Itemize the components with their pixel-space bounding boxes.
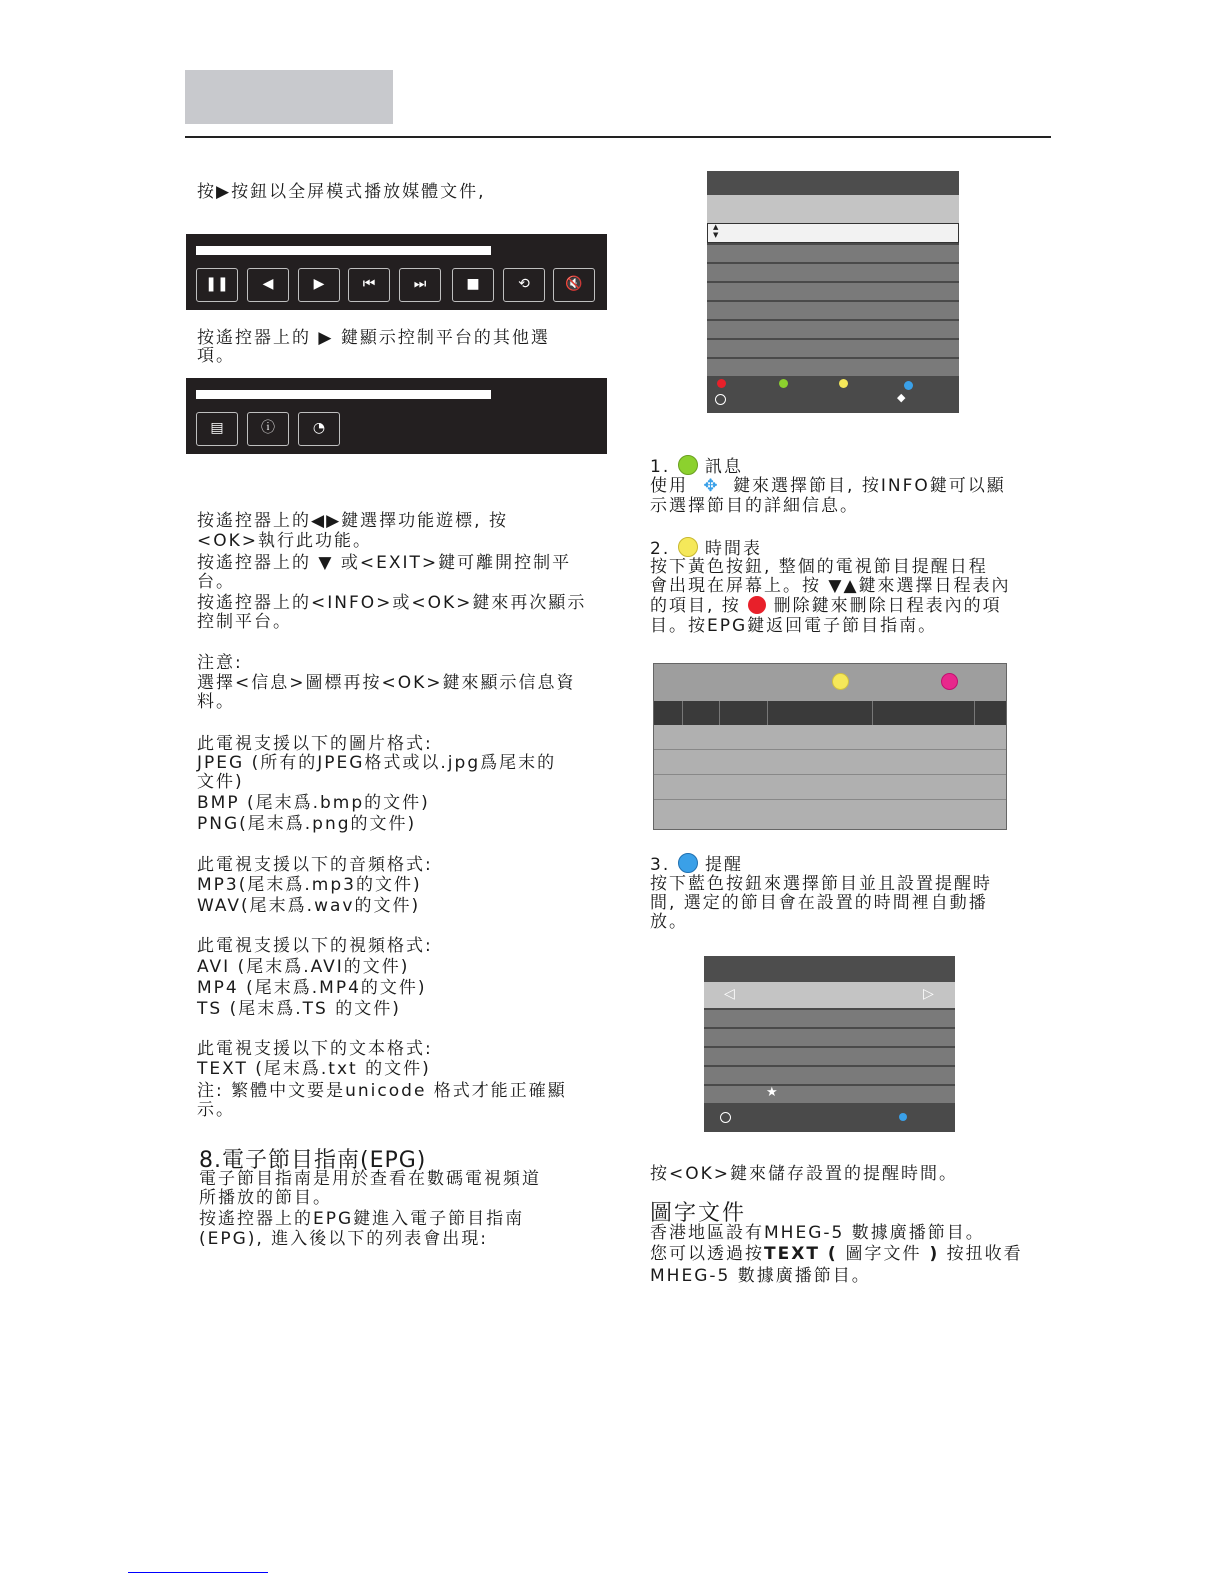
epg-menu-row[interactable] (707, 300, 959, 319)
s2-line2: 會出現在屏幕上。按 ▼▲鍵來選擇日程表內 (650, 576, 1011, 596)
s2-title: 時間表 (705, 539, 763, 559)
note-title: 注意: (197, 653, 243, 673)
aud-1: MP3(尾末爲.mp3的文件) (197, 875, 422, 895)
mute-button[interactable]: 🔇 (553, 268, 595, 302)
s1-line1-a: 使用 (650, 476, 688, 496)
green-button-icon (779, 379, 788, 388)
s1-line1 (650, 476, 1006, 496)
s3-number: 3. (650, 855, 671, 875)
img-1: JPEG (所有的JPEG格式或以.jpg爲尾末的 (197, 753, 557, 773)
ok-icon (715, 394, 726, 405)
epg-menu-row[interactable] (707, 338, 959, 357)
yellow-button-icon (678, 537, 698, 557)
epg-menu-selected-row[interactable] (707, 223, 959, 243)
rewind-button[interactable]: ◀ (247, 268, 289, 302)
schedule-row[interactable] (654, 725, 1006, 750)
text-2 (650, 1244, 1023, 1264)
forward-button[interactable]: ▶ (298, 268, 340, 302)
epg-3: 按遙控器上的EPG鍵進入電子節目指南 (199, 1209, 525, 1229)
img-title: 此電視支援以下的圖片格式: (197, 734, 433, 754)
magenta-button-icon (941, 673, 958, 690)
epg-menu-row[interactable] (707, 319, 959, 338)
p-select-1: 按遙控器上的◀▶鍵選擇功能遊標, 按 (197, 511, 508, 531)
epg-2: 所播放的節目。 (199, 1188, 332, 1208)
reminder-row[interactable] (704, 1084, 955, 1103)
vid-3: TS (尾末爲.TS 的文件) (197, 999, 401, 1019)
blue-button-icon (678, 853, 698, 873)
p-fullscreen: 按▶按鈕以全屏模式播放媒體文件, (197, 182, 486, 202)
s2-line3 (650, 596, 1002, 616)
star-icon: ★ (766, 1085, 778, 1100)
clock-button[interactable]: ◔ (298, 412, 340, 446)
s2-line4: 目。按EPG鍵返回電子節目指南。 (650, 616, 938, 636)
s2-line1: 按下黃色按鈕, 整個的電視節目提醒日程 (650, 557, 988, 577)
txt-1: TEXT (尾末爲.txt 的文件) (197, 1059, 431, 1079)
ok-icon (720, 1112, 731, 1123)
img-2: 文件) (197, 772, 244, 792)
s2-line3-b: 刪除鍵來刪除日程表內的項 (773, 596, 1002, 616)
s1-title: 訊息 (705, 457, 744, 477)
img-3: BMP (尾末爲.bmp的文件) (197, 793, 430, 813)
s1-number: 1. (650, 457, 671, 477)
media-control-bar-2 (186, 378, 607, 454)
epg-menu-row[interactable] (707, 243, 959, 262)
epg-heading: 8.電子節目指南(EPG) (199, 1148, 427, 1173)
header-rule (185, 136, 1051, 138)
blue-button-icon (904, 381, 913, 390)
img-4: PNG(尾末爲.png的文件) (197, 814, 417, 834)
s1-heading (650, 455, 743, 477)
info-button[interactable]: ⓘ (247, 412, 289, 446)
s3-line1: 按下藍色按鈕來選擇節目並且設置提醒時 (650, 874, 992, 894)
text-2-b: TEXT ( (764, 1244, 846, 1264)
red-button-icon (717, 379, 726, 388)
aud-title: 此電視支援以下的音頻格式: (197, 855, 433, 875)
p-other-options-2: 項。 (197, 346, 235, 366)
p-info-2: 控制平台。 (197, 612, 292, 632)
reminder-row[interactable] (704, 1027, 955, 1046)
pause-button[interactable]: ❚❚ (196, 268, 238, 302)
epg-4: (EPG), 進入後以下的列表會出現: (199, 1229, 488, 1249)
next-button[interactable]: ⏭ (399, 268, 441, 302)
text-2-a: 您可以透過按 (650, 1244, 764, 1264)
txt-2: 注: 繁體中文要是unicode 格式才能正確顯 (197, 1081, 567, 1101)
note-2: 料。 (197, 692, 235, 712)
epg-1: 電子節目指南是用於查看在數碼電視頻道 (199, 1169, 541, 1189)
s1-line2: 示選擇節目的詳細信息。 (650, 496, 859, 516)
s3-line2: 間, 選定的節目會在設置的時間裡自動播 (650, 893, 988, 913)
prev-button[interactable]: ⏮ (348, 268, 390, 302)
s1-line1-b: 鍵來選擇節目, 按INFO鍵可以顯 (733, 476, 1006, 496)
updown-arrow-icon: ▲ ▼ (713, 223, 719, 239)
text-heading: 圖字文件 (650, 1201, 747, 1226)
reminder-selector[interactable] (704, 982, 955, 1008)
media-control-bar (186, 234, 607, 310)
repeat-button[interactable]: ⟲ (503, 268, 545, 302)
yellow-button-icon (832, 673, 849, 690)
schedule-grid (653, 663, 1007, 830)
p-info-1: 按遙控器上的<INFO>或<OK>鍵來再次顯示 (197, 593, 587, 613)
text-2-c: 圖字文件 (845, 1244, 922, 1264)
s2-line3-a: 的項目, 按 (650, 596, 741, 616)
playlist-button[interactable]: ▤ (196, 412, 238, 446)
blue-button-icon (899, 1113, 907, 1121)
s3-title: 提醒 (705, 855, 744, 875)
header-block (185, 70, 393, 124)
vid-2: MP4 (尾末爲.MP4的文件) (197, 978, 427, 998)
right-arrow-icon[interactable]: ▷ (923, 986, 934, 1002)
progress-bar (196, 390, 491, 399)
epg-menu-row[interactable] (707, 281, 959, 300)
reminder-row[interactable] (704, 1046, 955, 1065)
p-exit-1: 按遙控器上的 ▼ 或<EXIT>鍵可離開控制平 (197, 553, 572, 573)
p-other-options-1: 按遙控器上的 ▶ 鍵顯示控制平台的其他選 (197, 328, 550, 348)
reminder-row[interactable] (704, 1008, 955, 1027)
txt-3: 示。 (197, 1100, 235, 1120)
schedule-header-row (654, 701, 1006, 725)
schedule-row[interactable] (654, 800, 1006, 829)
reminder-dialog (704, 956, 955, 1132)
aud-2: WAV(尾末爲.wav的文件) (197, 896, 421, 916)
s2-number: 2. (650, 539, 671, 559)
ok-line: 按<OK>鍵來儲存設置的提醒時間。 (650, 1164, 959, 1184)
p-select-2: <OK>執行此功能。 (197, 531, 373, 551)
reminder-title (704, 956, 955, 982)
green-button-icon (678, 455, 698, 475)
footer-link-underline (128, 1572, 268, 1573)
nav-arrows-icon: ✥ (703, 476, 718, 496)
vid-title: 此電視支援以下的視頻格式: (197, 936, 433, 956)
epg-menu (707, 171, 959, 413)
epg-menu-subheader (707, 195, 959, 223)
reminder-row[interactable] (704, 1065, 955, 1084)
text-2-d: ) (921, 1244, 940, 1264)
yellow-button-icon (839, 379, 848, 388)
schedule-row[interactable] (654, 750, 1006, 775)
epg-menu-title (707, 171, 959, 195)
red-button-icon (748, 596, 766, 614)
stop-button[interactable]: ■ (452, 268, 494, 302)
p-exit-2: 台。 (197, 572, 235, 592)
txt-title: 此電視支援以下的文本格式: (197, 1039, 433, 1059)
epg-menu-row[interactable] (707, 357, 959, 376)
s2-heading (650, 537, 762, 559)
vid-1: AVI (尾末爲.AVI的文件) (197, 957, 410, 977)
text-2-e: 按扭收看 (939, 1244, 1023, 1264)
text-1: 香港地區設有MHEG-5 數據廣播節目。 (650, 1223, 985, 1243)
note-1: 選擇<信息>圖標再按<OK>鍵來顯示信息資 (197, 673, 576, 693)
schedule-row[interactable] (654, 775, 1006, 800)
s3-line3: 放。 (650, 912, 688, 932)
epg-menu-row[interactable] (707, 262, 959, 281)
nav-diamond-icon: ◆ (897, 391, 906, 404)
progress-bar (196, 246, 491, 255)
left-arrow-icon[interactable]: ◁ (724, 986, 735, 1002)
text-3: MHEG-5 數據廣播節目。 (650, 1266, 871, 1286)
s3-heading (650, 853, 743, 875)
